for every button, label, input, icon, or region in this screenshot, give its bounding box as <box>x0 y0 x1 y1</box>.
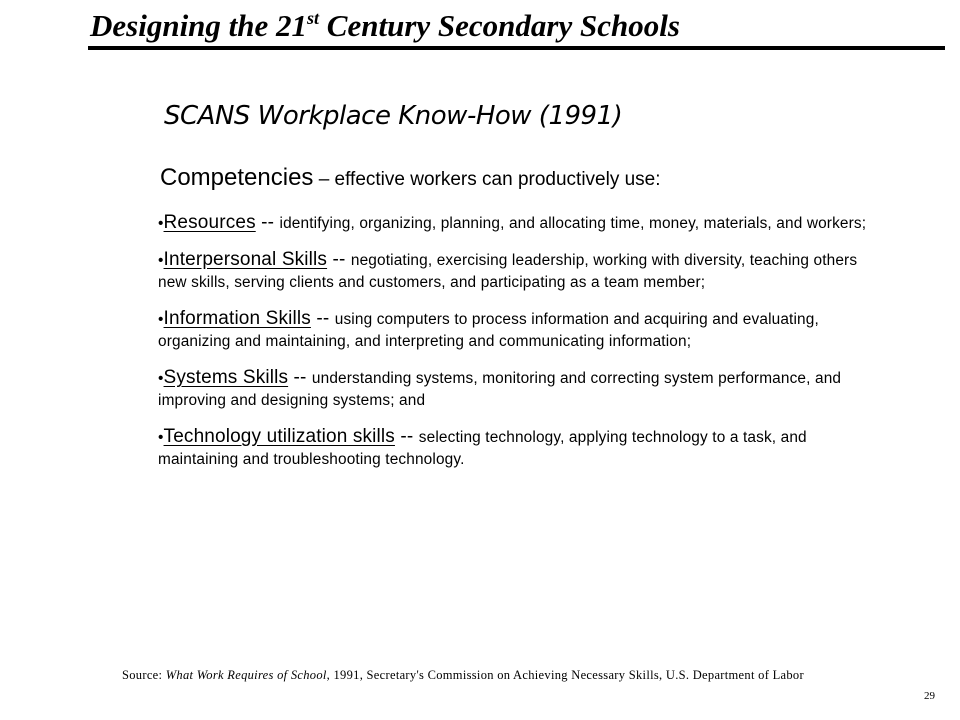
header-divider <box>88 46 945 50</box>
competency-description: understanding systems, monitoring and correcting system performance, and improving and designing systems; and <box>158 370 842 409</box>
bullet: • <box>158 429 164 446</box>
bullet: • <box>158 370 164 387</box>
header-title-prefix: Designing the 21 <box>90 8 308 43</box>
source-work-title: What Work Requires of School <box>165 668 327 682</box>
slide-header-title <box>90 8 680 44</box>
source-details: , 1991, Secretary's Commission on Achieving Necessary Skills, U.S. Department of Labor <box>326 668 804 682</box>
competency-item-systems <box>158 367 878 412</box>
bullet: • <box>158 215 164 232</box>
separator: -- <box>327 249 351 270</box>
competency-item-interpersonal <box>158 249 878 294</box>
separator: -- <box>288 367 312 388</box>
competency-description: negotiating, exercising leadership, working with diversity, teaching others new skills, serving clients and customers, and participating as a team member; <box>158 252 858 291</box>
header-title-superscript: st <box>307 8 320 28</box>
separator: -- <box>310 308 335 329</box>
slide-subtitle: SCANS Workplace Know-How (1991) <box>164 101 623 131</box>
competency-item-technology <box>158 426 878 471</box>
competency-term: Technology utilization skills <box>163 426 395 447</box>
source-label: Source: <box>122 668 166 682</box>
competency-term: Systems Skills <box>163 367 289 388</box>
separator: -- <box>255 212 280 233</box>
competency-item-resources <box>158 212 878 235</box>
competency-description: selecting technology, applying technology to a task, and maintaining and troubleshooting technology. <box>158 429 807 468</box>
competencies-intro <box>160 164 880 194</box>
separator: -- <box>394 426 419 447</box>
competency-description: using computers to process information and acquiring and evaluating, organizing and maintaining, and interpreting and communicating information; <box>158 311 819 350</box>
header-title-suffix: Century Secondary Schools <box>319 8 680 43</box>
bullet: • <box>158 252 164 269</box>
competencies-term: Competencies <box>160 164 314 191</box>
competency-term: Information Skills <box>163 308 311 329</box>
bullet: • <box>158 311 164 328</box>
competency-term: Interpersonal Skills <box>163 249 328 270</box>
competency-item-information <box>158 308 878 353</box>
page-number: 29 <box>924 690 935 702</box>
competency-description: identifying, organizing, planning, and allocating time, money, materials, and workers; <box>279 215 867 232</box>
competency-term: Resources <box>163 212 256 233</box>
competency-list <box>158 212 878 471</box>
source-citation <box>122 664 852 686</box>
competencies-intro-text: – effective workers can productively use: <box>313 169 661 190</box>
